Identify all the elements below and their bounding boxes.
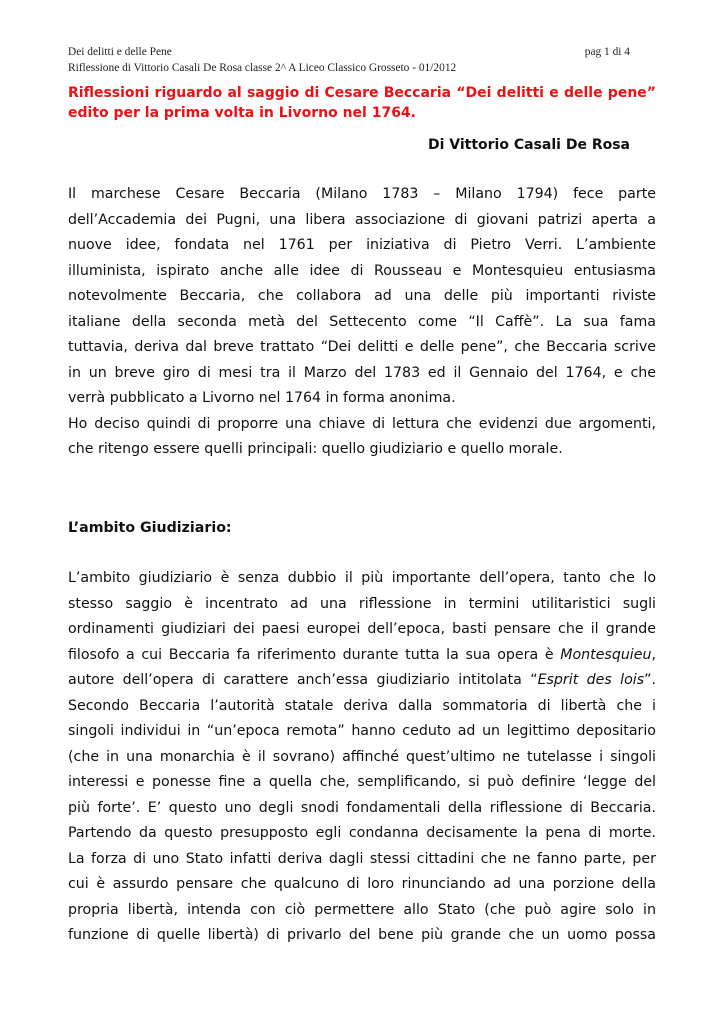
document-author: Di Vittorio Casali De Rosa bbox=[427, 137, 630, 153]
text-line: dell’Accademia dei Pugni, una libera associazione di giovani patrizi aperta a bbox=[68, 211, 656, 228]
text-line: più forte’. E’ questo uno degli snodi fondamentali della riflessione di Beccaria. bbox=[68, 799, 656, 816]
text-line: nuove idee, fondata nel 1761 per iniziativa di Pietro Verri. L’ambiente bbox=[68, 237, 656, 253]
intro-paragraph-1 bbox=[68, 182, 656, 463]
header-page-number: pag 1 di 4 bbox=[584, 46, 630, 58]
text-span: ”. bbox=[644, 672, 656, 688]
text-line: Secondo Beccaria l’autorità statale deriva dalla sommatoria di libertà che i bbox=[68, 697, 656, 714]
text-span: , bbox=[651, 646, 656, 663]
text-span: filosofo a cui Beccaria fa riferimento durante tutta la sua opera è bbox=[68, 646, 561, 663]
section-paragraph-judicial bbox=[68, 566, 656, 949]
text-line: che ritengo essere quelli principali: quello giudiziario e quello morale. bbox=[68, 441, 563, 457]
text-line: (che in una monarchia è il sovrano) affinché quest’ultimo ne tutelasse i singoli bbox=[68, 748, 656, 765]
text-line: Il marchese Cesare Beccaria (Milano 1783 – Milano 1794) fece parte bbox=[68, 186, 656, 202]
text-span: autore dell’opera di carattere anch’essa giudiziario intitolata “ bbox=[68, 672, 538, 688]
text-line: illuminista, ispirato anche alle idee di Rousseau e Montesquieu entusiasma bbox=[68, 262, 656, 279]
text-line: tuttavia, deriva dal breve trattato “Dei delitti e delle pene”, che Beccaria scrive bbox=[68, 339, 656, 355]
document-title: Riflessioni riguardo al saggio di Cesare Beccaria “Dei delitti e delle pene” edito per la prima volta in Livorno nel 1764. bbox=[68, 85, 656, 121]
text-line: propria libertà, intenda con ciò permettere allo Stato (che può agire solo in bbox=[68, 901, 656, 918]
text-line: in un breve giro di mesi tra il Marzo del 1783 ed il Gennaio del 1764, e che bbox=[68, 364, 656, 381]
text-line: Partendo da questo presupposto egli condanna decisamente la pena di morte. bbox=[68, 825, 656, 841]
section-heading-judicial: L’ambito Giudiziario: bbox=[68, 520, 232, 536]
text-line: verrà pubblicato a Livorno nel 1764 in forma anonima. bbox=[68, 390, 456, 406]
text-line: cui è assurdo pensare che qualcuno di loro rinunciando ad una porzione della bbox=[68, 876, 656, 892]
text-line-with-italic bbox=[68, 668, 656, 694]
text-line: ordinamenti giudiziari dei paesi europei dell’epoca, basti pensare che il grande bbox=[68, 621, 656, 637]
text-line: singoli individui in “un’epoca remota” hanno ceduto ad un legittimo depositario bbox=[68, 723, 656, 739]
text-line: notevolmente Beccaria, che collabora ad una delle più importanti riviste bbox=[68, 288, 656, 304]
italic-title-esprit-des-lois: Esprit des lois bbox=[537, 672, 645, 688]
text-line: L’ambito giudiziario è senza dubbio il più importante dell’opera, tanto che lo bbox=[68, 570, 656, 586]
text-line: italiane della seconda metà del Settecento come “Il Caffè”. La sua fama bbox=[68, 313, 656, 330]
header-subtitle: Riflessione di Vittorio Casali De Rosa classe 2^ A Liceo Classico Grosseto - 01/2012 bbox=[68, 62, 457, 74]
text-line: funzione di quelle libertà) di privarlo del bene più grande che un uomo possa bbox=[68, 927, 656, 943]
text-line: Ho deciso quindi di proporre una chiave di lettura che evidenzi due argomenti, bbox=[68, 415, 656, 432]
page-header bbox=[68, 44, 656, 76]
header-doc-title: Dei delitti e delle Pene bbox=[68, 46, 172, 58]
text-line: stesso saggio è incentrato ad una riflessione in termini utilitaristici sugli bbox=[68, 595, 656, 612]
text-line: interessi e ponesse fine a quella che, semplificando, si può definire ‘legge del bbox=[68, 774, 656, 790]
text-line: La forza di uno Stato infatti deriva dagli stessi cittadini che ne fanno parte, per bbox=[68, 850, 656, 867]
text-line-with-italic bbox=[68, 643, 656, 669]
italic-name-montesquieu: Montesquieu bbox=[560, 646, 652, 663]
